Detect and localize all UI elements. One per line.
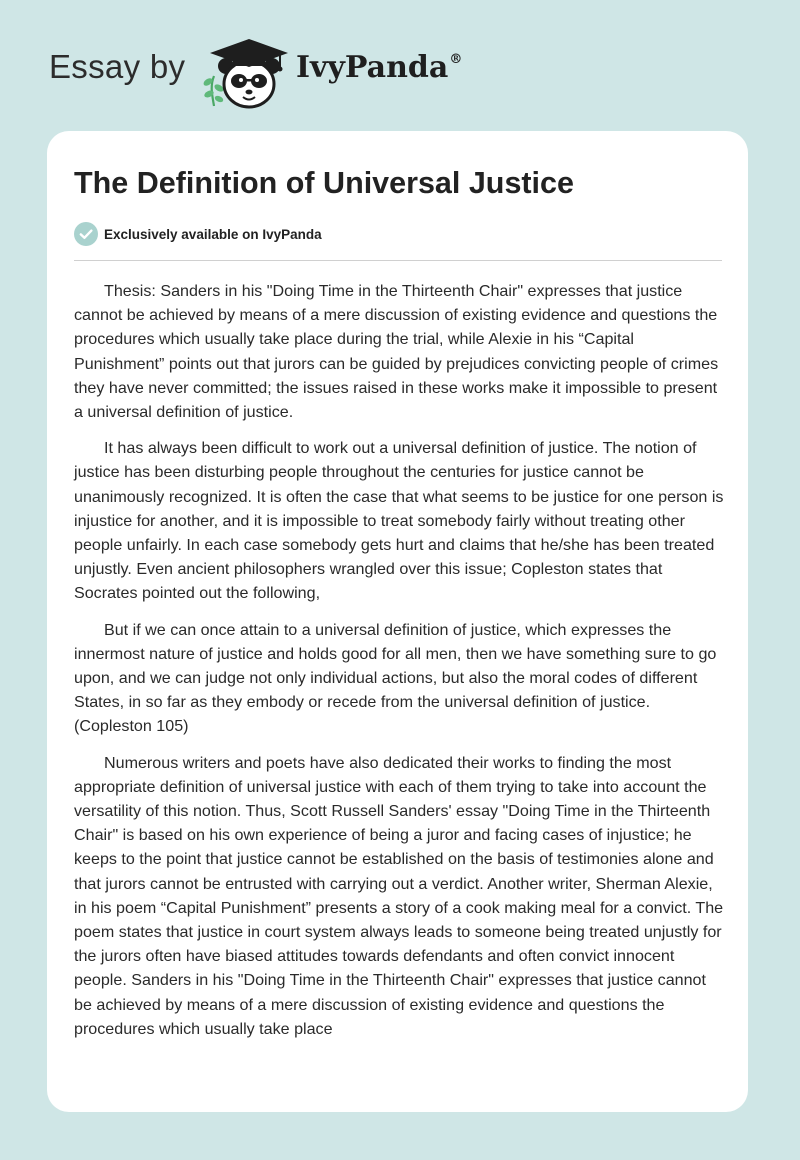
registered-mark: ® bbox=[449, 52, 463, 67]
paragraph: Numerous writers and poets have also dedicated their works to finding the most appropriate definition of universal justice with each of them trying to take into account the versatility of this notion. Thus, Scott Russell Sanders' essay "Doing Time in the Thirteenth Chair" is based on his own experience of being a juror and facing cases of injustice; he keeps to the point that justice cannot be established on the basis of testimonies alone and that jurors cannot be entrusted with carrying out a verdict. Another writer, Sherman Alexie, in his poem “Capital Punishment” presents a story of a cook making meal for a convict. The poem states that justice in court system always leads to someone being treated unjustly for the jurors often have biased attitudes towards defendants and often convict innocent people. Sanders in his "Doing Time in the Thirteenth Chair" expresses that justice cannot be achieved by means of a mere discussion of existing evidence and questions the procedures which usually take place bbox=[74, 753, 724, 1038]
brand-text: IvyPanda bbox=[296, 50, 449, 85]
exclusive-badge bbox=[74, 222, 322, 246]
essay-by-label: Essay by bbox=[49, 48, 186, 85]
paragraph: Thesis: Sanders in his "Doing Time in the Thirteenth Chair" expresses that justice cannot be achieved by means of a mere discussion of existing evidence and questions the procedures which usually take place during the trial, while Alexie in his “Capital Punishment” points out that jurors can be guided by prejudices convicting people of crimes they have never committed; the issues raised in these works make it impossible to present a universal definition of justice. bbox=[74, 282, 719, 422]
check-circle-icon bbox=[74, 222, 98, 246]
paragraph: It has always been difficult to work out a universal definition of justice. The notion of justice has been disturbing people throughout the centuries for justice cannot be unanimously recognized. It is often the case that what seems to be justice for one person is injustice for another, and it is impossible to treat somebody fairly without treating other people unfairly. In each case somebody gets hurt and claims that he/she has been treated unjustly. Even ancient philosophers wrangled over this issue; Copleston states that Socrates pointed out the following, bbox=[74, 439, 724, 603]
page-title: The Definition of Universal Justice bbox=[74, 166, 574, 200]
brand-name[interactable] bbox=[296, 50, 462, 85]
paragraph: But if we can once attain to a universal definition of justice, which expresses the innermost nature of justice and holds good for all men, then we have something sure to go upon, and we can judge not only individual actions, but also the moral codes of different States, in so far as they embody or recede from the universal definition of justice. (Copleston 105) bbox=[74, 620, 717, 736]
essay-body bbox=[74, 279, 724, 1053]
panda-graduation-icon[interactable] bbox=[200, 36, 292, 110]
divider bbox=[74, 260, 722, 261]
site-header bbox=[0, 0, 800, 130]
essay-card bbox=[47, 131, 748, 1112]
badge-text: Exclusively available on IvyPanda bbox=[104, 226, 322, 242]
